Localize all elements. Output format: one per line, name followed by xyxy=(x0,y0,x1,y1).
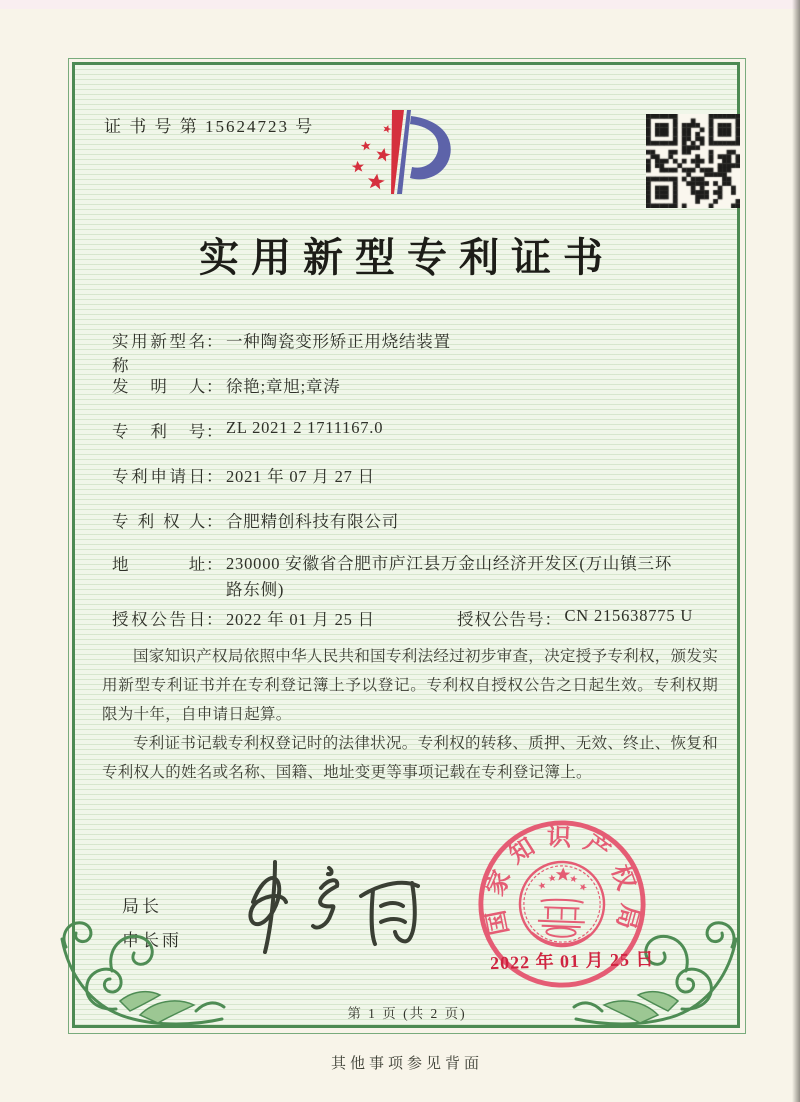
field-colon: ： xyxy=(206,377,224,396)
field-colon: ： xyxy=(206,555,224,574)
field-row-patent-number xyxy=(112,418,712,442)
signer-name: 申长雨 xyxy=(122,931,182,950)
handwritten-signature xyxy=(225,850,430,962)
field-label: 专利申请日 xyxy=(112,467,206,486)
field-value: 2022 年 01 月 25 日 xyxy=(226,610,375,629)
legal-paragraph-2: 专利证书记载专利权登记时的法律状况。专利权的转移、质押、无效、终止、恢复和专利权人的姓名或名称、国籍、地址变更等事项记载在专利登记簿上。 xyxy=(102,735,718,781)
qr-code xyxy=(646,114,740,208)
field-row-filing-date xyxy=(112,463,712,487)
field-colon: ： xyxy=(206,467,224,486)
field-label: 实用新型名称 xyxy=(112,332,206,375)
field-label: 专利号 xyxy=(112,422,206,441)
field-colon: ： xyxy=(206,512,224,531)
page-number: 第 1 页 (共 2 页) xyxy=(347,1006,467,1021)
field-row-grant xyxy=(112,606,712,630)
field-value: ZL 2021 2 1711167.0 xyxy=(226,418,384,437)
field-value: 一种陶瓷变形矫正用烧结装置 xyxy=(226,332,451,351)
grant-number-group xyxy=(457,606,693,630)
field-row-patentee xyxy=(112,508,712,532)
field-value: 合肥精创科技有限公司 xyxy=(226,512,399,531)
scan-edge-right xyxy=(792,0,800,1102)
field-row-utility-name xyxy=(112,328,712,376)
field-label: 授权公告号 xyxy=(457,610,545,629)
field-label: 专利权人 xyxy=(112,512,206,531)
legal-text xyxy=(102,642,718,787)
seal-date: 2022 年 01 月 25 日 xyxy=(489,948,655,974)
field-label: 授权公告日 xyxy=(112,610,206,629)
field-row-inventors xyxy=(112,373,712,397)
field-value: 徐艳;章旭;章涛 xyxy=(226,377,341,396)
field-label: 发明人 xyxy=(112,377,206,396)
seal-text: 国家知识产权局 xyxy=(480,823,644,943)
field-label: 地址 xyxy=(112,555,206,574)
back-side-note: 其他事项参见背面 xyxy=(330,1056,483,1072)
signer-title: 局长 xyxy=(122,897,162,916)
field-colon: ： xyxy=(206,332,224,351)
certificate-number: 证 书 号 第 15624723 号 xyxy=(104,117,315,136)
field-value: 2021 年 07 月 27 日 xyxy=(226,467,375,486)
field-value: CN 215638775 U xyxy=(564,606,694,625)
legal-paragraph-1: 国家知识产权局依照中华人民共和国专利法经过初步审查，决定授予专利权，颁发实用新型专利证书并在专利登记簿上予以登记。专利权自授权公告之日起生效。专利权期限为十年，自申请日起算。 xyxy=(102,648,718,723)
field-row-address xyxy=(112,551,712,603)
scan-edge-top xyxy=(0,0,800,9)
field-colon: ： xyxy=(206,610,224,629)
certificate-title: 实用新型专利证书 xyxy=(199,235,615,280)
field-value: 230000 安徽省合肥市庐江县万金山经济开发区(万山镇三环路东侧) xyxy=(226,554,673,599)
field-colon: ： xyxy=(206,422,224,441)
field-colon: ： xyxy=(544,610,562,629)
cnipa-logo-icon xyxy=(330,104,480,220)
